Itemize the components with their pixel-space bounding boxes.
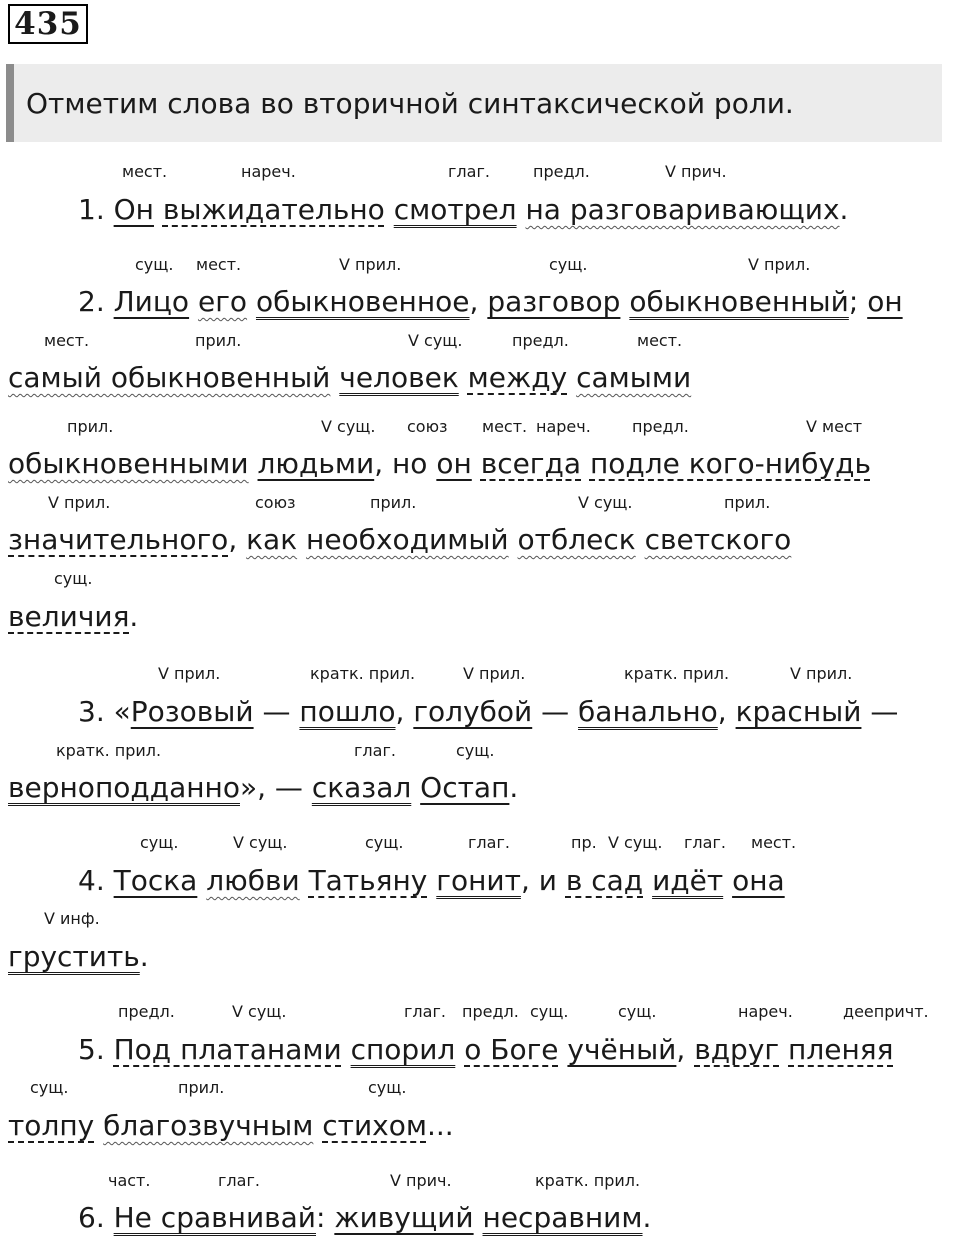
sentence-word: обыкновенными — [8, 447, 249, 480]
sentence-word: 6. — [78, 1201, 114, 1234]
sentence-word: Не сравнивай — [113, 1201, 316, 1234]
sentence-word: обыкновенный — [629, 285, 849, 318]
annotation: прил. — [724, 493, 771, 512]
annotation: деепричт. — [843, 1002, 929, 1021]
annotation: предл. — [632, 417, 689, 436]
sentence-word: Под платанами — [113, 1033, 342, 1066]
sentence-word: », — — [240, 771, 312, 804]
sentence-word: Тоска — [113, 864, 198, 897]
sentence-line — [78, 1030, 893, 1070]
sentence-word: 5. — [78, 1033, 114, 1066]
sentence-word — [342, 1033, 351, 1066]
instruction-text: Отметим слова во вторичной синтаксической роли. — [26, 86, 794, 120]
sentence-word: — — [532, 695, 579, 728]
annotation: V инф. — [44, 909, 100, 928]
sentence-line — [78, 190, 848, 230]
sentence-word — [154, 193, 163, 226]
sentence-word: . — [839, 193, 849, 226]
annotation: глаг. — [448, 162, 490, 181]
annotation: предл. — [118, 1002, 175, 1021]
sentence-word — [427, 447, 436, 480]
sentence-word — [189, 285, 198, 318]
annotation: мест. — [751, 833, 797, 852]
sentence-word: необходимый — [306, 523, 509, 556]
sentence-word: гонит — [436, 864, 521, 897]
sentence-word: . — [129, 600, 139, 633]
sentence-word: светского — [644, 523, 792, 556]
instruction-banner — [6, 64, 942, 142]
exercise-number: 435 — [8, 4, 88, 44]
annotation: кратк. прил. — [624, 664, 730, 683]
annotation: част. — [108, 1171, 151, 1190]
annotation: прил. — [370, 493, 417, 512]
annotation: сущ. — [618, 1002, 657, 1021]
sentence-word: , и — [520, 864, 566, 897]
sentence-word — [459, 361, 468, 394]
sentence-word: человек — [339, 361, 459, 394]
annotation: предл. — [462, 1002, 519, 1021]
sentence-word: но — [392, 447, 428, 480]
sentence-line — [8, 768, 518, 808]
annotation: V прич. — [665, 162, 727, 181]
sentence-word: самый обыкновенный — [8, 361, 331, 394]
annotation: V прил. — [463, 664, 526, 683]
sentence-word: отблеск — [517, 523, 636, 556]
sentence-word: 3. « — [78, 695, 131, 728]
sentence-word: его — [197, 285, 248, 318]
sentence-word: . — [139, 940, 149, 973]
sentence-word — [247, 285, 256, 318]
sentence-word: — — [253, 695, 300, 728]
sentence-word: вдруг — [694, 1033, 780, 1066]
sentence-line — [8, 597, 138, 637]
sentence-word: красный — [735, 695, 862, 728]
sentence-word: обыкновенное — [255, 285, 470, 318]
sentence-word: спорил — [350, 1033, 456, 1066]
sentence-word: Он — [113, 193, 154, 226]
annotation: мест. — [44, 331, 90, 350]
annotation: V сущ. — [232, 1002, 287, 1021]
annotation: сущ. — [456, 741, 495, 760]
sentence-word: людьми — [257, 447, 375, 480]
sentence-word — [249, 447, 258, 480]
annotation: союз — [407, 417, 448, 436]
sentence-word — [643, 864, 652, 897]
sentence-line — [8, 358, 691, 398]
annotation: кратк. прил. — [56, 741, 162, 760]
sentence-word: о Боге — [464, 1033, 559, 1066]
sentence-word: 1. — [78, 193, 114, 226]
sentence-word: банально — [578, 695, 718, 728]
annotation: нареч. — [738, 1002, 793, 1021]
sentence-word: . — [642, 1201, 652, 1234]
sentence-word — [779, 1033, 788, 1066]
annotation: прил. — [195, 331, 242, 350]
sentence-word: благозвучным — [103, 1109, 314, 1142]
sentence-word — [455, 1033, 464, 1066]
annotation: глаг. — [218, 1171, 260, 1190]
sentence-word: , — [395, 695, 414, 728]
annotation: V сущ. — [408, 331, 463, 350]
annotation: V сущ. — [578, 493, 633, 512]
annotation: сущ. — [30, 1078, 69, 1097]
sentence-word: учёный — [567, 1033, 677, 1066]
sentence-line — [78, 1198, 651, 1238]
sentence-word: он — [436, 447, 472, 480]
sentence-word: . — [509, 771, 519, 804]
sentence-word: любви — [206, 864, 300, 897]
sentence-word — [427, 864, 436, 897]
sentence-word: 2. — [78, 285, 114, 318]
annotation: V прил. — [158, 664, 221, 683]
annotation: мест. — [637, 331, 683, 350]
sentence-word — [567, 361, 576, 394]
sentence-word: подле кого-нибудь — [589, 447, 871, 480]
annotation: пр. — [571, 833, 597, 852]
sentence-line — [8, 1106, 454, 1146]
annotation: мест. — [122, 162, 168, 181]
sentence-word — [385, 193, 394, 226]
annotation: мест. — [196, 255, 242, 274]
annotation: V сущ. — [608, 833, 663, 852]
sentence-word: Остап — [420, 771, 510, 804]
sentence-word: несравним — [482, 1201, 643, 1234]
sentence-word — [411, 771, 420, 804]
sentence-word: значительного — [8, 523, 229, 556]
annotation: предл. — [512, 331, 569, 350]
sentence-word: она — [732, 864, 785, 897]
annotation: сущ. — [54, 569, 93, 588]
sentence-line — [78, 861, 785, 901]
sentence-line — [8, 937, 149, 977]
sentence-word: ... — [426, 1109, 454, 1142]
sentence-word: 4. — [78, 864, 114, 897]
annotation: V прил. — [790, 664, 853, 683]
annotation: прил. — [178, 1078, 225, 1097]
sentence-word: между — [467, 361, 568, 394]
sentence-word — [723, 864, 732, 897]
sentence-word: Розовый — [130, 695, 254, 728]
sentence-word: разговор — [487, 285, 621, 318]
sentence-word: ; — [848, 285, 868, 318]
annotation: кратк. прил. — [310, 664, 416, 683]
sentence-line — [78, 282, 903, 322]
annotation: мест. — [482, 417, 528, 436]
sentence-word — [94, 1109, 103, 1142]
sentence-word: голубой — [413, 695, 533, 728]
sentence-word: величия — [8, 600, 130, 633]
sentence-word — [509, 523, 518, 556]
annotation: V сущ. — [233, 833, 288, 852]
annotation: союз — [255, 493, 296, 512]
sentence-word — [297, 523, 306, 556]
sentence-word: , — [717, 695, 736, 728]
annotation: нареч. — [241, 162, 296, 181]
sentence-word: идёт — [652, 864, 724, 897]
annotation: глаг. — [684, 833, 726, 852]
annotation: сущ. — [549, 255, 588, 274]
sentence-word: верноподданно — [8, 771, 240, 804]
sentence-word: — — [861, 695, 899, 728]
sentence-word: как — [246, 523, 298, 556]
sentence-word: на разговаривающих — [525, 193, 840, 226]
sentence-word — [300, 864, 309, 897]
annotation: V мест — [806, 417, 863, 436]
sentence-word — [330, 361, 339, 394]
annotation: глаг. — [468, 833, 510, 852]
sentence-word: самыми — [576, 361, 692, 394]
sentence-word — [197, 864, 206, 897]
annotation: кратк. прил. — [535, 1171, 641, 1190]
sentence-word: стихом — [322, 1109, 427, 1142]
sentence-word: сказал — [311, 771, 412, 804]
sentence-word: всегда — [480, 447, 582, 480]
sentence-word: Лицо — [113, 285, 190, 318]
sentence-word: выжидательно — [162, 193, 385, 226]
sentence-word — [581, 447, 590, 480]
annotation: нареч. — [536, 417, 591, 436]
sentence-word: : — [316, 1201, 335, 1234]
sentence-line — [8, 444, 871, 484]
sentence-word: смотрел — [393, 193, 517, 226]
annotation: сущ. — [365, 833, 404, 852]
annotation: прил. — [67, 417, 114, 436]
sentence-word: пошло — [299, 695, 396, 728]
annotation: V сущ. — [321, 417, 376, 436]
sentence-word: , — [676, 1033, 695, 1066]
sentence-line — [78, 692, 898, 732]
annotation: сущ. — [368, 1078, 407, 1097]
sentence-line — [8, 520, 791, 560]
sentence-word: пленяя — [788, 1033, 894, 1066]
annotation: глаг. — [404, 1002, 446, 1021]
annotation: V прил. — [48, 493, 111, 512]
annotation: глаг. — [354, 741, 396, 760]
annotation: V прил. — [748, 255, 811, 274]
sentence-word: , — [228, 523, 247, 556]
sentence-word: толпу — [8, 1109, 95, 1142]
sentence-word: Татьяну — [308, 864, 428, 897]
sentence-word: , — [374, 447, 392, 480]
sentence-word: грустить — [8, 940, 140, 973]
annotation: сущ. — [140, 833, 179, 852]
sentence-word: живущий — [334, 1201, 474, 1234]
sentence-word: в сад — [565, 864, 644, 897]
sentence-word — [472, 447, 481, 480]
annotation: предл. — [533, 162, 590, 181]
annotation: сущ. — [135, 255, 174, 274]
annotation: сущ. — [530, 1002, 569, 1021]
sentence-word — [636, 523, 645, 556]
sentence-word: , — [469, 285, 488, 318]
annotation: V прич. — [390, 1171, 452, 1190]
annotation: V прил. — [339, 255, 402, 274]
sentence-word — [313, 1109, 322, 1142]
sentence-word — [474, 1201, 483, 1234]
sentence-word — [620, 285, 629, 318]
sentence-word: он — [867, 285, 903, 318]
